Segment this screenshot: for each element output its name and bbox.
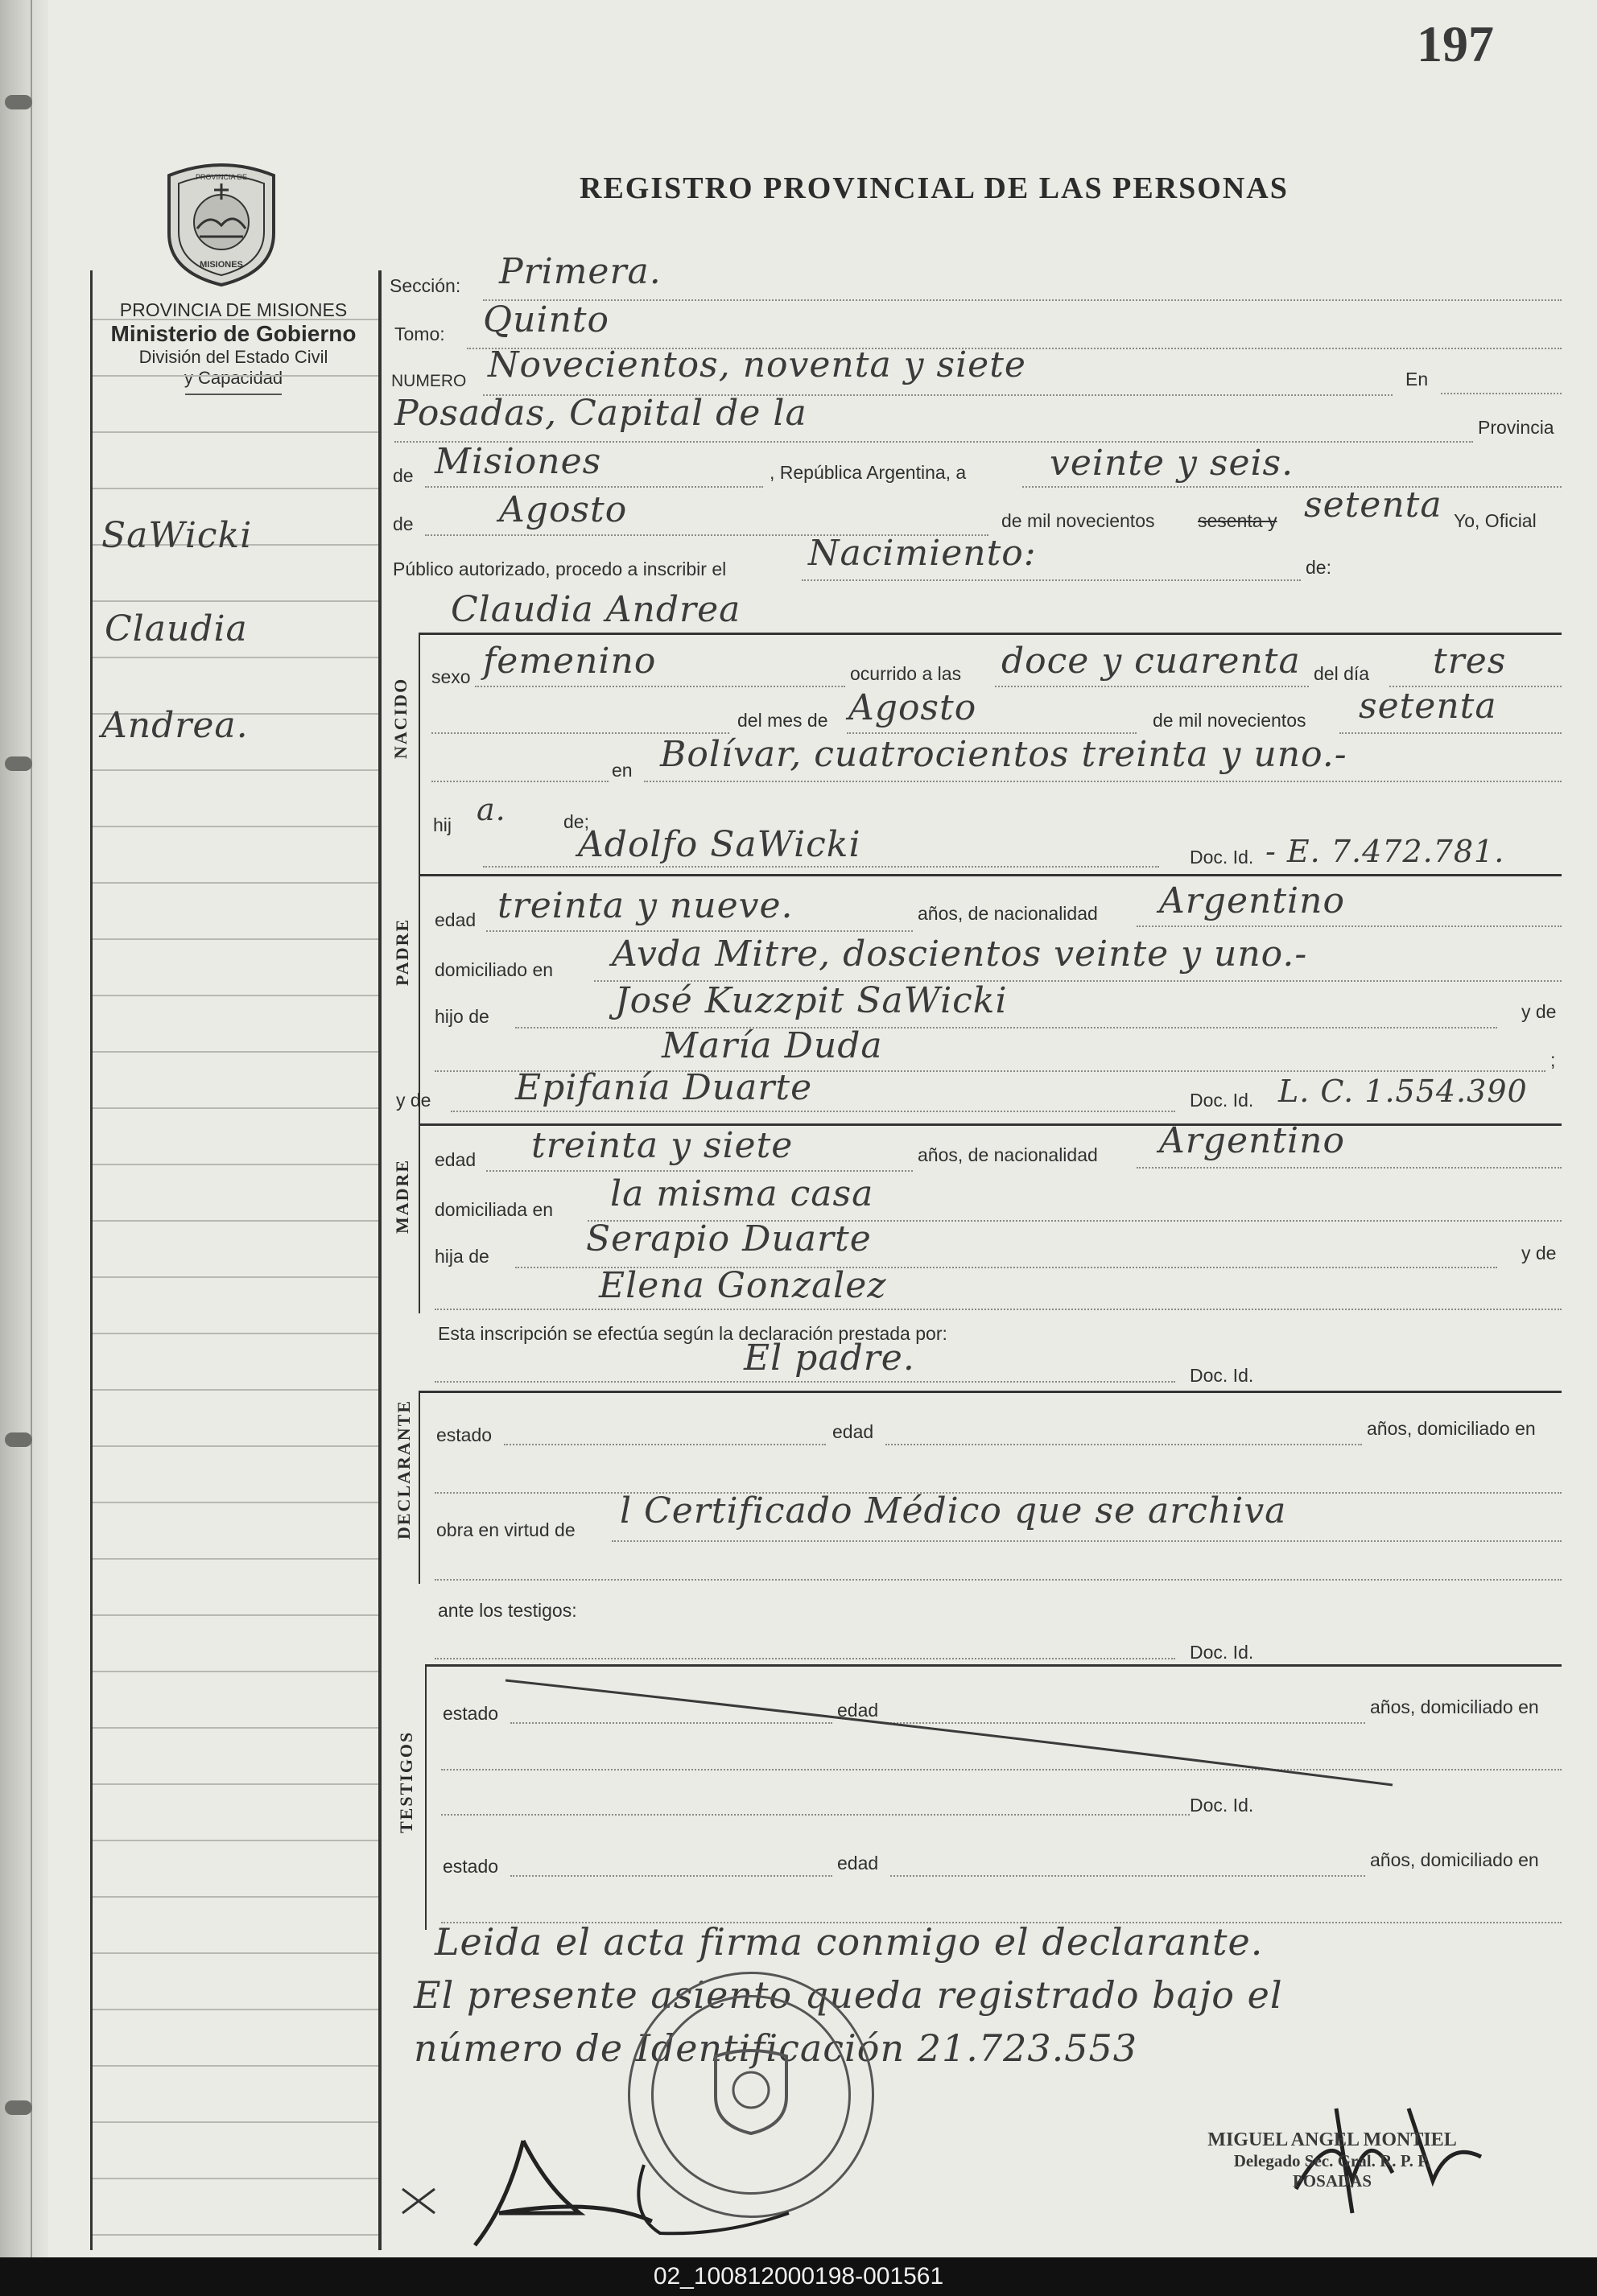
madre-madre-value: Elena Gonzalez (599, 1265, 887, 1306)
image-caption: 02_100812000198-001561 (0, 2257, 1597, 2296)
hora-value: doce y cuarenta (1001, 641, 1301, 682)
madre-hija-de-value: Serapio Duarte (586, 1218, 872, 1259)
declarante-section-label: DECLARANTE (394, 1399, 414, 1540)
closing-line-1: Leida el acta firma conmigo el declarante. (435, 1920, 1264, 1964)
padre-domicilio-label: domiciliado en (435, 959, 554, 980)
declarante-doc-label: Doc. Id. (1190, 1365, 1254, 1386)
de-label: de; (563, 811, 589, 832)
province-emblem (161, 159, 282, 288)
dia-value: tres (1433, 641, 1507, 682)
testigo2-estado-label: estado (443, 1856, 499, 1877)
padre-doc-label: Doc. Id. (1190, 847, 1254, 868)
de-label: de: (1306, 557, 1331, 578)
padre-nacionalidad-value: Argentino (1159, 880, 1345, 921)
padre-doc-value: - E. 7.472.781. (1265, 834, 1505, 869)
closing-line-2: El presente asiento queda registrado bajo el (414, 1973, 1283, 2017)
anio-value: setenta (1304, 484, 1442, 526)
seccion-label: Sección: (390, 275, 461, 296)
acto-value: Nacimiento: (808, 533, 1037, 574)
sexo-label: sexo (431, 666, 471, 687)
madre-nacionalidad-value: Argentino (1159, 1120, 1345, 1161)
coat-of-arms-icon (161, 159, 282, 288)
declarante-estado-label: estado (436, 1424, 493, 1445)
provincia-value: Misiones (435, 441, 602, 482)
en-label: en (612, 760, 633, 781)
madre-doc-value: L. C. 1.554.390 (1278, 1074, 1528, 1109)
padre-domicilio-value: Avda Mitre, doscientos veinte y uno.- (612, 934, 1308, 975)
del-dia-label: del día (1314, 663, 1370, 684)
margin-column (90, 270, 382, 2250)
padre-anios-label: años, de nacionalidad (918, 903, 1098, 924)
officer-place: POSADAS (1292, 2171, 1372, 2191)
madre-section-label: MADRE (392, 1158, 412, 1234)
testigos-intro-label: ante los testigos: (438, 1600, 577, 1621)
padre-hijo-de-label: hijo de (435, 1006, 489, 1027)
cancel-stroke (499, 1672, 1401, 1793)
testigos-section-label: TESTIGOS (396, 1730, 416, 1833)
mes-value: Agosto (848, 687, 977, 728)
madre-y-de-label: y de (1521, 1243, 1557, 1263)
padre-section-label: PADRE (392, 917, 412, 986)
page-title: REGISTRO PROVINCIAL DE LAS PERSONAS (580, 171, 1289, 205)
padre-edad-value: treinta y nueve. (497, 885, 794, 926)
dia-value: veinte y seis. (1050, 443, 1294, 484)
declarante-intro-label: Esta inscripción se efectúa según la declaración prestada por: (438, 1323, 947, 1344)
madre-domicilio-value: la misma casa (610, 1173, 874, 1214)
provincia-label: Provincia (1478, 417, 1554, 438)
binding-edge (0, 0, 48, 2257)
declarante-anios-label: años, domiciliado en (1367, 1418, 1536, 1439)
testigo2-anios-label: años, domiciliado en (1370, 1849, 1539, 1870)
padre-y-de-label: y de (1521, 1001, 1557, 1022)
madre-domicilio-label: domiciliada en (435, 1199, 554, 1220)
binding-hole (5, 95, 32, 109)
ocurrido-label: ocurrido a las (850, 663, 962, 684)
sexo-value: femenino (483, 641, 657, 682)
madre-doc-label: Doc. Id. (1190, 1090, 1254, 1111)
del-mes-label: del mes de (737, 710, 828, 731)
de-label: de (393, 465, 414, 486)
declarante-nombre-value: El padre. (744, 1338, 915, 1379)
place-value: Posadas, Capital de la (394, 393, 807, 434)
page-number: 197 (1417, 15, 1494, 72)
mil-label: de mil novecientos (1153, 710, 1306, 731)
nombre-value: Claudia Andrea (451, 589, 741, 630)
testigo1-doc-label: Doc. Id. (1190, 1642, 1254, 1663)
hij-value: a. (477, 792, 506, 827)
binding-hole (5, 1432, 32, 1447)
testigo1-edad-label: edad (837, 1700, 879, 1721)
tomo-value: Quinto (483, 299, 609, 340)
office-division: División del Estado Civil (138, 347, 328, 367)
hij-label: hij (433, 814, 452, 835)
margin-surname: SaWicki (101, 515, 253, 556)
madre-hija-de-label: hija de (435, 1246, 489, 1267)
svg-text:PROVINCIA DE: PROVINCIA DE (195, 173, 248, 181)
declarante-edad-label: edad (832, 1421, 874, 1442)
madre-y-de-label: y de (396, 1090, 431, 1111)
testigo1-estado-label: estado (443, 1703, 499, 1724)
republica-label: , República Argentina, a (770, 462, 967, 483)
testigo1-anios-label: años, domiciliado en (1370, 1696, 1539, 1717)
officer-stamp (1159, 2129, 1505, 2191)
declarant-signature (386, 2092, 837, 2253)
en-label: En (1405, 369, 1429, 390)
mil-label: de mil novecientos (1001, 510, 1155, 531)
madre-edad-value: treinta y siete (531, 1125, 794, 1166)
madre-nombre-value: Epifanía Duarte (515, 1067, 813, 1108)
sesenta-label: sesenta y (1198, 510, 1277, 531)
padre-edad-label: edad (435, 909, 477, 930)
de-label: de (393, 513, 414, 534)
closing-line-3: número de Identificación 21.723.553 (414, 2026, 1138, 2070)
lugar-value: Bolívar, cuatrocientos treinta y uno.- (660, 734, 1347, 775)
anio-value: setenta (1359, 686, 1497, 727)
testigo2-edad-label: edad (837, 1853, 879, 1873)
office-ministry: Ministerio de Gobierno (110, 321, 357, 346)
numero-label: NUMERO (391, 372, 467, 390)
binding-hole (5, 2100, 32, 2115)
mes-value: Agosto (499, 489, 628, 530)
semicolon: ; (1550, 1049, 1556, 1070)
svg-text:MISIONES: MISIONES (200, 260, 243, 270)
numero-value: Novecientos, noventa y siete (488, 344, 1026, 385)
margin-second-name: Andrea. (101, 705, 249, 746)
declarante-obra-label: obra en virtud de (436, 1519, 576, 1540)
declarante-obra-value: l Certificado Médico que se archiva (620, 1490, 1287, 1531)
padre-hijo-de-value: José Kuzzpit SaWicki (615, 980, 1008, 1021)
madre-edad-label: edad (435, 1149, 477, 1170)
padre-nombre-value: Adolfo SaWicki (578, 824, 861, 865)
binding-hole (5, 756, 32, 771)
office-province: PROVINCIA DE MISIONES (119, 299, 348, 320)
seccion-value: Primera. (499, 251, 662, 292)
tomo-label: Tomo: (394, 324, 445, 344)
officer-name: MIGUEL ANGEL MONTIEL (1207, 2129, 1457, 2150)
padre-madre-value: María Duda (662, 1025, 883, 1066)
office-capacity: y Capacidad (184, 368, 283, 388)
nacido-section-label: NACIDO (390, 677, 411, 759)
testigo2-doc-label: Doc. Id. (1190, 1795, 1254, 1816)
yo-oficial-label: Yo, Oficial (1454, 510, 1537, 531)
officer-role: Delegado Sec. Gral. R. P. P. (1233, 2151, 1431, 2170)
margin-first-name: Claudia (105, 608, 248, 649)
madre-anios-label: años, de nacionalidad (918, 1144, 1098, 1165)
publico-label: Público autorizado, procedo a inscribir el (393, 559, 727, 579)
